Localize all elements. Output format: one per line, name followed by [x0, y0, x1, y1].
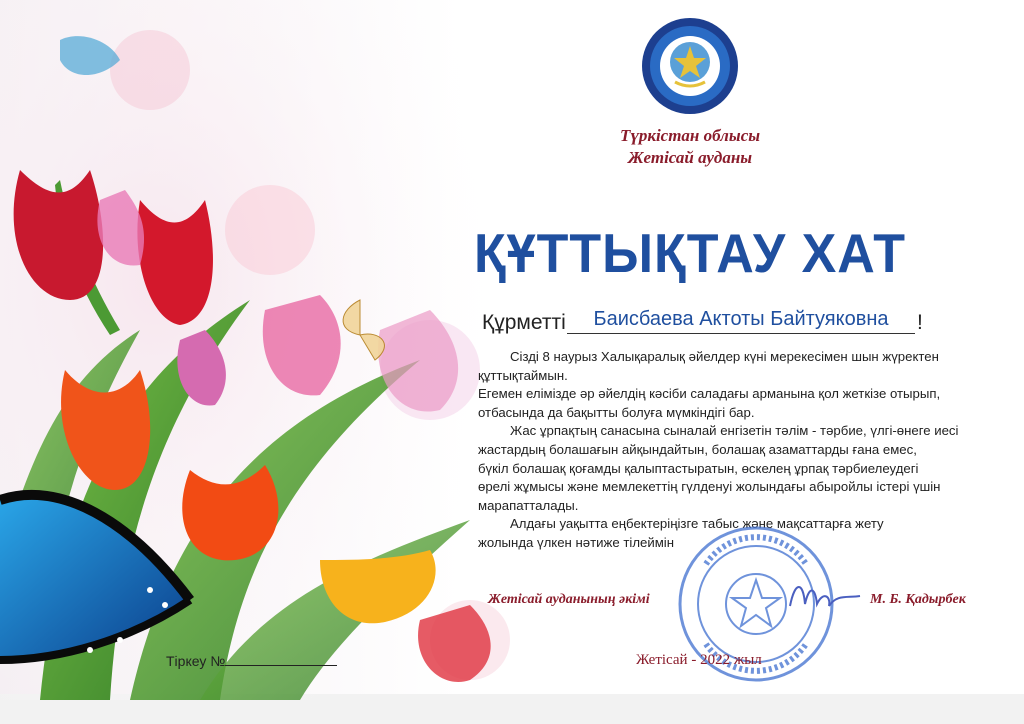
tulip-butterfly-illustration — [0, 0, 520, 700]
page-title: ҚҰТТЫҚТАУ ХАТ — [473, 223, 907, 285]
body-line: құттықтаймын. — [478, 367, 568, 383]
city-year: Жетісай - 2022 жыл — [636, 652, 762, 668]
recipient-name: Баисбаева Актоты Байтуяковна — [567, 308, 915, 334]
body-line: Егемен елімізде әр әйелдің кәсіби саладағы арманына қол жеткізе отырып, — [478, 386, 941, 402]
body-line: марапатталады. — [478, 497, 579, 513]
body-line: Алдағы уақытта еңбектеріңізге табыс және мақсаттарға жету — [510, 516, 884, 532]
body-line: жастардың болашағын айқындайтын, болашақ азаматтарды ғана емес, — [478, 441, 917, 457]
address-word: Құрметті — [482, 311, 566, 334]
district-name: Жетісай ауданы — [627, 148, 753, 167]
body-line: Сізді 8 наурыз Халықаралық әйелдер күні мерекесімен шын жүректен — [510, 349, 939, 364]
registration-field — [166, 653, 337, 669]
registration-label: Тіркеу № — [166, 653, 226, 669]
registration-blank — [225, 653, 337, 666]
body-line: отбасында да бақытты болуға мүмкіндігі бар. — [478, 404, 755, 420]
body-line: бүкіл болашақ қоғамды қалыптастыратын, өскелең ұрпақ тәрбиелеудегі — [478, 460, 919, 476]
region-name: Түркістан облысы — [619, 126, 761, 145]
body-line: өрелі жұмысы және мемлекеттің гүлденуі жолындағы абыройлы істері үшін — [478, 479, 941, 495]
body-line: Жас ұрпақтың санасына сыналай енгізетін тәлім - тәрбие, үлгі-өнеге иесі — [510, 423, 959, 439]
handwritten-signature-icon — [785, 576, 865, 616]
exclamation: ! — [917, 311, 923, 334]
body-text — [478, 348, 978, 553]
district-emblem-icon — [640, 16, 740, 116]
body-line: жолында үлкен нәтиже тілеймін — [478, 534, 674, 550]
signer-name: М. Б. Қадырбек — [870, 592, 966, 607]
signer-title: Жетісай ауданының әкімі — [488, 592, 650, 607]
